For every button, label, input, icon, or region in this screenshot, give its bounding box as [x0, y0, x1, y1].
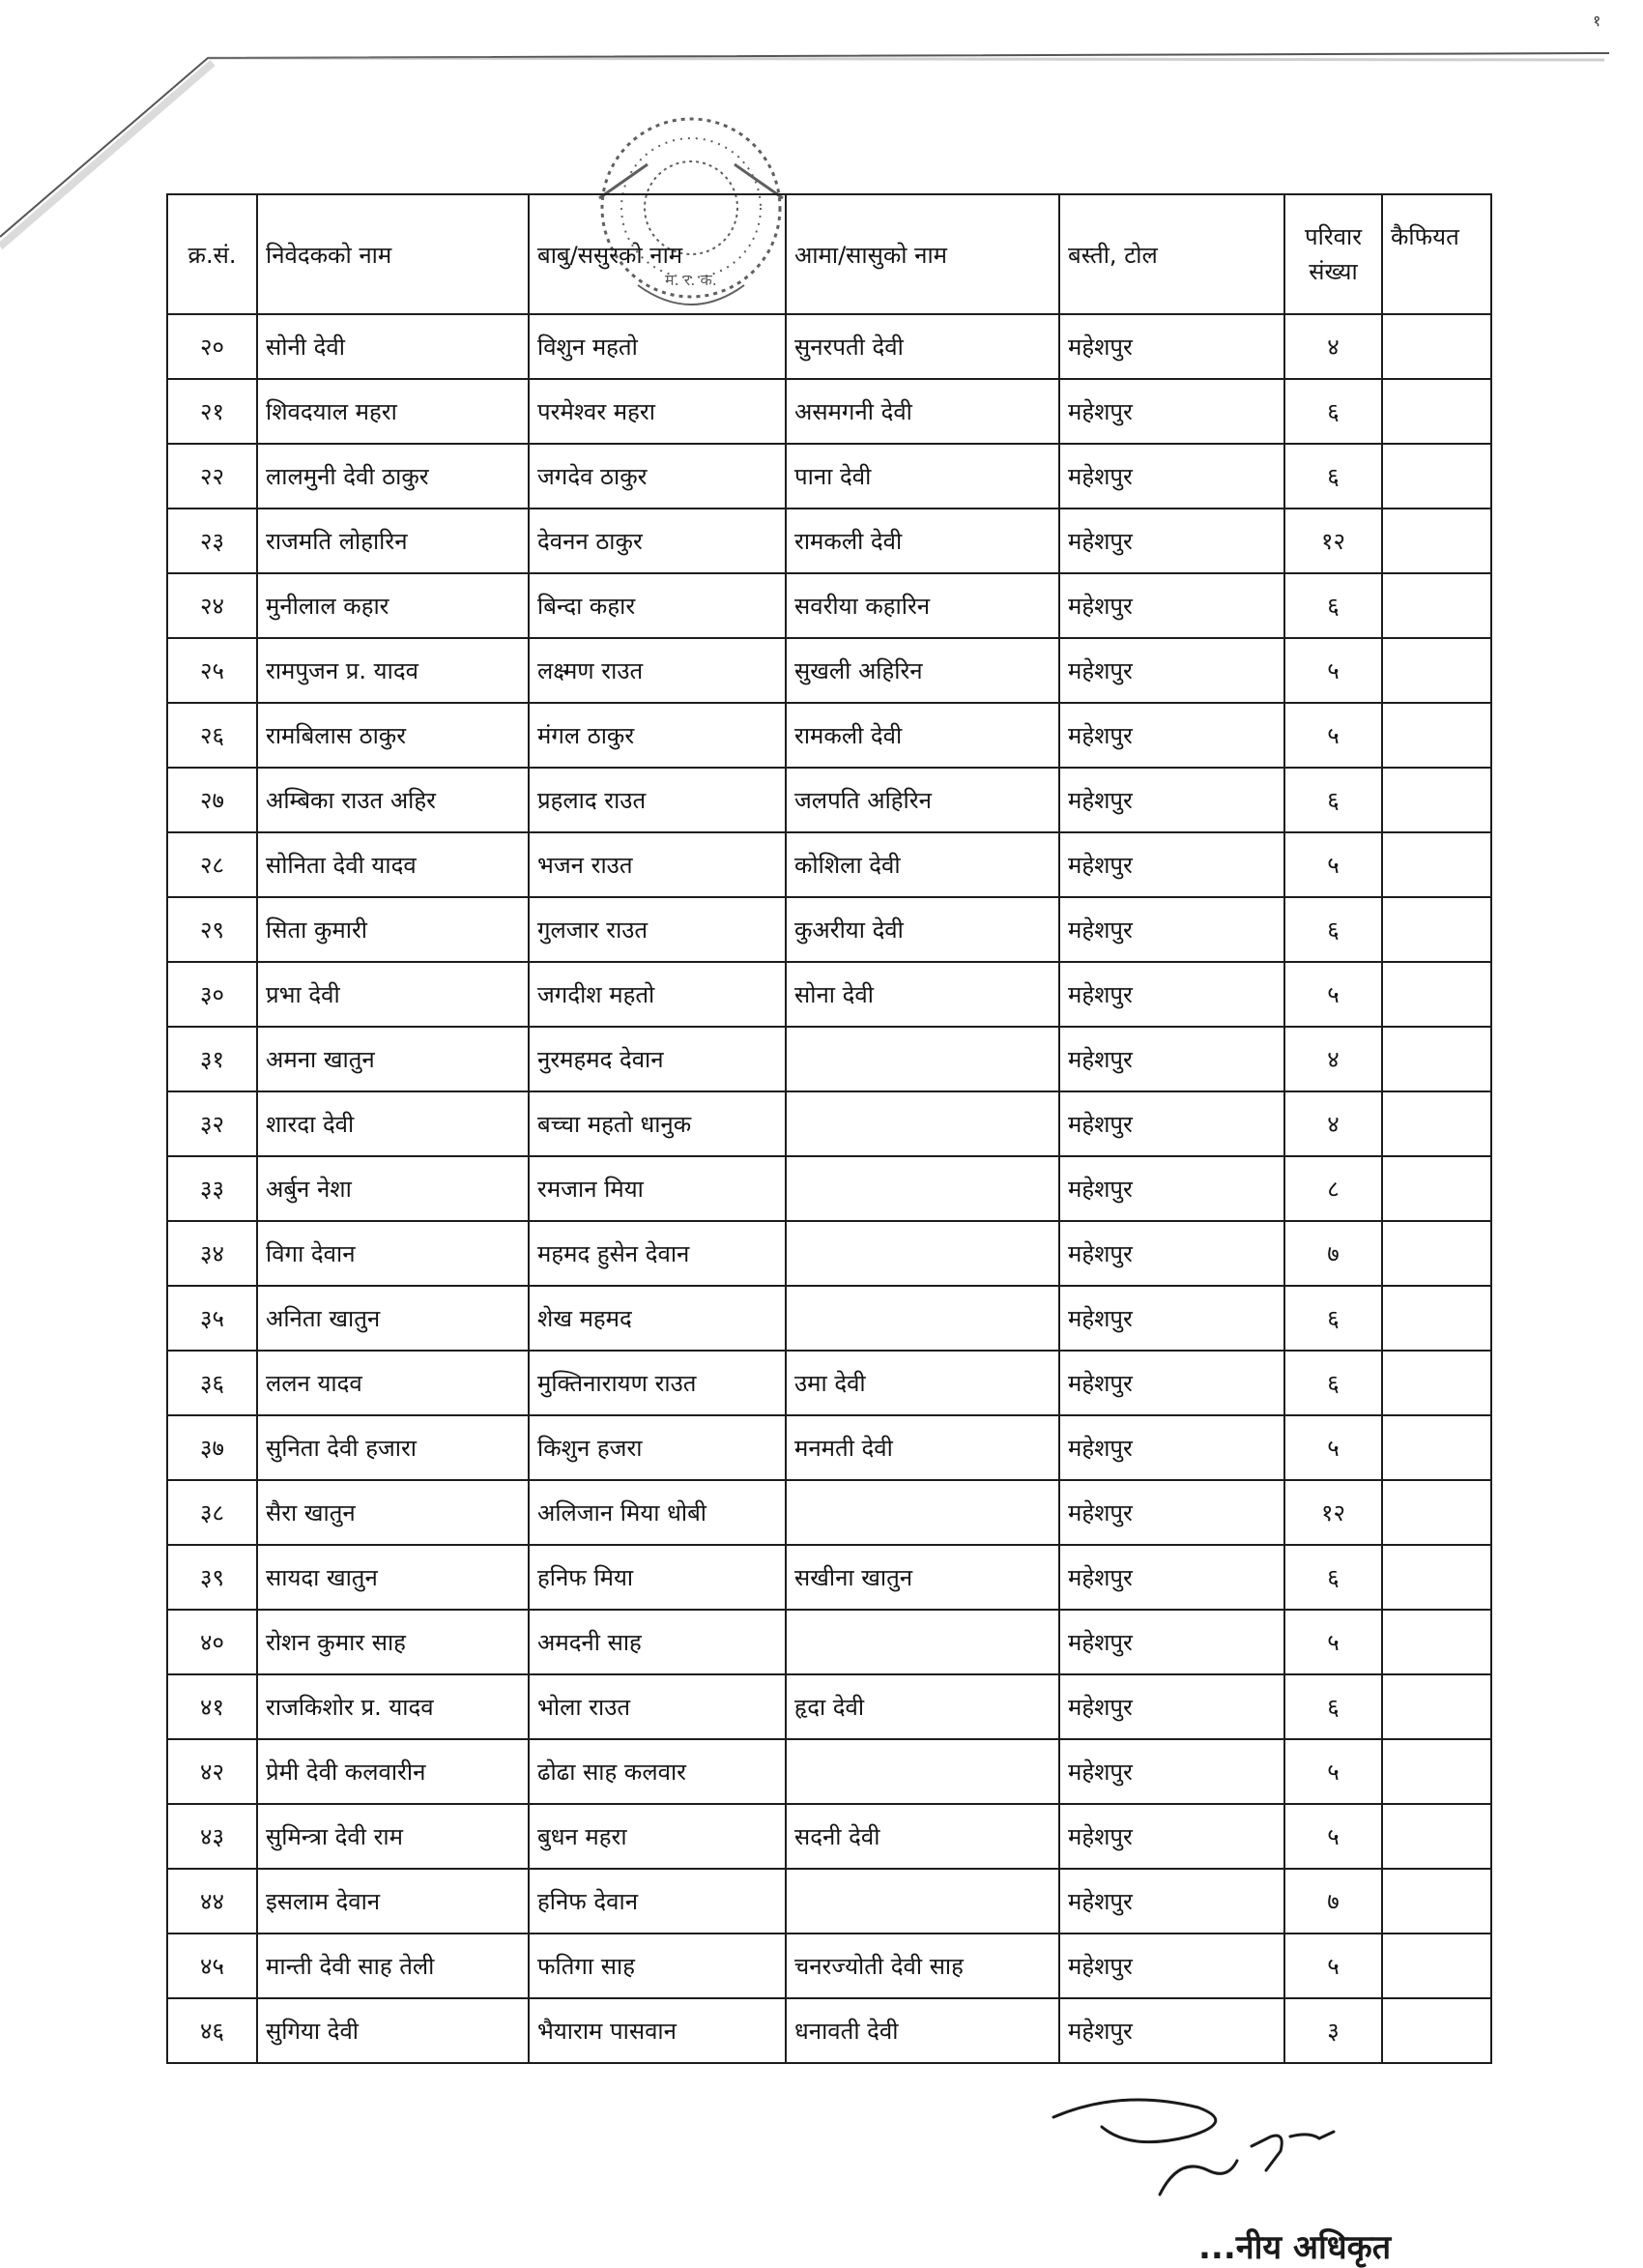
cell-father-name: बुधन महरा — [529, 1804, 786, 1869]
cell-serial-number: ४२ — [167, 1739, 257, 1804]
cell-mother-name: सदनी देवी — [786, 1804, 1059, 1869]
cell-mother-name — [786, 1027, 1059, 1091]
cell-family-count: ५ — [1284, 1804, 1382, 1869]
cell-settlement: महेशपुर — [1059, 444, 1284, 509]
table-row — [167, 1091, 1491, 1156]
table-row — [167, 1480, 1491, 1545]
cell-applicant-name: अम्बिका राउत अहिर — [257, 768, 529, 832]
cell-family-count: ६ — [1284, 444, 1382, 509]
cell-settlement: महेशपुर — [1059, 1351, 1284, 1415]
cell-remarks — [1382, 1739, 1491, 1804]
cell-family-count: ६ — [1284, 1674, 1382, 1739]
cell-settlement: महेशपुर — [1059, 1027, 1284, 1091]
page-corner-mark: १ — [1593, 12, 1601, 30]
cell-family-count: ६ — [1284, 379, 1382, 444]
cell-applicant-name: प्रेमी देवी कलवारीन — [257, 1739, 529, 1804]
cell-serial-number: ४४ — [167, 1869, 257, 1934]
cell-mother-name: चनरज्योती देवी साह — [786, 1934, 1059, 1998]
cell-settlement: महेशपुर — [1059, 638, 1284, 703]
cell-settlement: महेशपुर — [1059, 509, 1284, 573]
cell-mother-name: असमगनी देवी — [786, 379, 1059, 444]
cell-father-name: बिन्दा कहार — [529, 573, 786, 638]
cell-settlement: महेशपुर — [1059, 1998, 1284, 2063]
cell-family-count: ५ — [1284, 832, 1382, 897]
table-row — [167, 1739, 1491, 1804]
cell-settlement: महेशपुर — [1059, 1869, 1284, 1934]
cell-family-count: ५ — [1284, 1610, 1382, 1674]
cell-mother-name — [786, 1739, 1059, 1804]
cell-remarks — [1382, 1480, 1491, 1545]
cell-applicant-name: अर्बुन नेशा — [257, 1156, 529, 1221]
cell-serial-number: ३१ — [167, 1027, 257, 1091]
table-row — [167, 314, 1491, 379]
header-serial-number: क्र.सं. — [167, 194, 257, 314]
table-row — [167, 1934, 1491, 1998]
cell-father-name: किशुन हजरा — [529, 1415, 786, 1480]
header-family-count — [1284, 194, 1382, 314]
cell-family-count: ३ — [1284, 1998, 1382, 2063]
cell-settlement: महेशपुर — [1059, 1804, 1284, 1869]
cell-remarks — [1382, 1545, 1491, 1610]
cell-remarks — [1382, 509, 1491, 573]
header-remarks: कैफियत — [1382, 194, 1491, 314]
cell-remarks — [1382, 1998, 1491, 2063]
cell-settlement: महेशपुर — [1059, 573, 1284, 638]
cell-mother-name — [786, 1286, 1059, 1351]
cell-settlement: महेशपुर — [1059, 1286, 1284, 1351]
cell-father-name: विशुन महतो — [529, 314, 786, 379]
cell-mother-name: सोना देवी — [786, 962, 1059, 1027]
cell-applicant-name: शारदा देवी — [257, 1091, 529, 1156]
cell-serial-number: २४ — [167, 573, 257, 638]
cell-remarks — [1382, 1351, 1491, 1415]
cell-family-count: ७ — [1284, 1869, 1382, 1934]
cell-settlement: महेशपुर — [1059, 1610, 1284, 1674]
cell-family-count: ६ — [1284, 573, 1382, 638]
table-row — [167, 379, 1491, 444]
table-row — [167, 444, 1491, 509]
cell-serial-number: २२ — [167, 444, 257, 509]
cell-applicant-name: सोनिता देवी यादव — [257, 832, 529, 897]
cell-family-count: ६ — [1284, 1545, 1382, 1610]
cell-mother-name: धनावती देवी — [786, 1998, 1059, 2063]
table-row — [167, 1674, 1491, 1739]
cell-serial-number: ४३ — [167, 1804, 257, 1869]
cell-father-name: मंगल ठाकुर — [529, 703, 786, 768]
cell-father-name: अलिजान मिया धोबी — [529, 1480, 786, 1545]
cell-mother-name — [786, 1156, 1059, 1221]
cell-settlement: महेशपुर — [1059, 703, 1284, 768]
table-row — [167, 897, 1491, 962]
cell-settlement: महेशपुर — [1059, 1091, 1284, 1156]
cell-settlement: महेशपुर — [1059, 1480, 1284, 1545]
cell-mother-name: रामकली देवी — [786, 703, 1059, 768]
cell-mother-name: जलपति अहिरिन — [786, 768, 1059, 832]
cell-father-name: गुलजार राउत — [529, 897, 786, 962]
cell-father-name: शेख महमद — [529, 1286, 786, 1351]
cell-father-name: भैयाराम पासवान — [529, 1998, 786, 2063]
table-row — [167, 832, 1491, 897]
header-father-name: बाबु/ससुरको नाम — [529, 194, 786, 314]
cell-remarks — [1382, 897, 1491, 962]
cell-settlement: महेशपुर — [1059, 897, 1284, 962]
cell-settlement: महेशपुर — [1059, 1415, 1284, 1480]
cell-serial-number: ४१ — [167, 1674, 257, 1739]
cell-remarks — [1382, 1610, 1491, 1674]
header-row — [167, 194, 1491, 314]
cell-applicant-name: अमना खातुन — [257, 1027, 529, 1091]
cell-settlement: महेशपुर — [1059, 832, 1284, 897]
table-row — [167, 1869, 1491, 1934]
table-row — [167, 1610, 1491, 1674]
cell-remarks — [1382, 1156, 1491, 1221]
cell-mother-name — [786, 1091, 1059, 1156]
cell-serial-number: २५ — [167, 638, 257, 703]
cell-remarks — [1382, 1869, 1491, 1934]
cell-applicant-name: रोशन कुमार साह — [257, 1610, 529, 1674]
header-family-line1: परिवार — [1304, 223, 1363, 250]
cell-family-count: ५ — [1284, 962, 1382, 1027]
cell-mother-name — [786, 1610, 1059, 1674]
cell-remarks — [1382, 1091, 1491, 1156]
cell-applicant-name: विगा देवान — [257, 1221, 529, 1286]
cell-family-count: ४ — [1284, 314, 1382, 379]
cell-remarks — [1382, 638, 1491, 703]
cell-mother-name: हृदा देवी — [786, 1674, 1059, 1739]
cell-serial-number: २९ — [167, 897, 257, 962]
cell-applicant-name: शिवदयाल महरा — [257, 379, 529, 444]
header-applicant-name: निवेदकको नाम — [257, 194, 529, 314]
cell-father-name: भोला राउत — [529, 1674, 786, 1739]
table-row — [167, 1545, 1491, 1610]
cell-mother-name: उमा देवी — [786, 1351, 1059, 1415]
cell-father-name: फतिगा साह — [529, 1934, 786, 1998]
cell-settlement: महेशपुर — [1059, 1934, 1284, 1998]
cell-family-count: ५ — [1284, 1739, 1382, 1804]
cell-applicant-name: रामपुजन प्र. यादव — [257, 638, 529, 703]
cell-remarks — [1382, 1934, 1491, 1998]
cell-remarks — [1382, 1027, 1491, 1091]
cell-settlement: महेशपुर — [1059, 379, 1284, 444]
cell-applicant-name: राजमति लोहारिन — [257, 509, 529, 573]
cell-remarks — [1382, 962, 1491, 1027]
table-row — [167, 768, 1491, 832]
cell-father-name: भजन राउत — [529, 832, 786, 897]
table-body — [167, 314, 1491, 2063]
table-row — [167, 638, 1491, 703]
cell-remarks — [1382, 1286, 1491, 1351]
cell-serial-number: ४६ — [167, 1998, 257, 2063]
cell-applicant-name: इसलाम देवान — [257, 1869, 529, 1934]
cell-mother-name — [786, 1480, 1059, 1545]
cell-serial-number: ३३ — [167, 1156, 257, 1221]
cell-serial-number: ३६ — [167, 1351, 257, 1415]
cell-family-count: १२ — [1284, 509, 1382, 573]
cell-mother-name: रामकली देवी — [786, 509, 1059, 573]
cell-serial-number: ३५ — [167, 1286, 257, 1351]
table-row — [167, 1998, 1491, 2063]
cell-applicant-name: मान्ती देवी साह तेली — [257, 1934, 529, 1998]
cell-father-name: प्रहलाद राउत — [529, 768, 786, 832]
cell-father-name: अमदनी साह — [529, 1610, 786, 1674]
cell-father-name: परमेश्वर महरा — [529, 379, 786, 444]
header-mother-name: आमा/सासुको नाम — [786, 194, 1059, 314]
cell-serial-number: ३४ — [167, 1221, 257, 1286]
cell-serial-number: ३७ — [167, 1415, 257, 1480]
table-row — [167, 1351, 1491, 1415]
cell-remarks — [1382, 703, 1491, 768]
cell-remarks — [1382, 768, 1491, 832]
table-row — [167, 1415, 1491, 1480]
cell-applicant-name: सुमिन्त्रा देवी राम — [257, 1804, 529, 1869]
cell-father-name: ढोढा साह कलवार — [529, 1739, 786, 1804]
beneficiary-table — [166, 193, 1492, 2064]
cell-remarks — [1382, 1804, 1491, 1869]
table-row — [167, 1027, 1491, 1091]
cell-mother-name: पाना देवी — [786, 444, 1059, 509]
cell-mother-name — [786, 1869, 1059, 1934]
cell-serial-number: २६ — [167, 703, 257, 768]
cell-applicant-name: सुगिया देवी — [257, 1998, 529, 2063]
cell-remarks — [1382, 573, 1491, 638]
cell-serial-number: २८ — [167, 832, 257, 897]
cell-settlement: महेशपुर — [1059, 962, 1284, 1027]
cell-family-count: ५ — [1284, 1415, 1382, 1480]
cell-family-count: ८ — [1284, 1156, 1382, 1221]
cell-settlement: महेशपुर — [1059, 1739, 1284, 1804]
cell-family-count: ६ — [1284, 1286, 1382, 1351]
cell-family-count: ५ — [1284, 703, 1382, 768]
cell-settlement: महेशपुर — [1059, 314, 1284, 379]
cell-mother-name: सुनरपती देवी — [786, 314, 1059, 379]
table-row — [167, 1221, 1491, 1286]
cell-applicant-name: राजकिशोर प्र. यादव — [257, 1674, 529, 1739]
cell-serial-number: २१ — [167, 379, 257, 444]
cell-remarks — [1382, 1415, 1491, 1480]
cell-remarks — [1382, 1674, 1491, 1739]
cell-father-name: बच्चा महतो धानुक — [529, 1091, 786, 1156]
cell-family-count: ४ — [1284, 1091, 1382, 1156]
cell-mother-name — [786, 1221, 1059, 1286]
cell-remarks — [1382, 444, 1491, 509]
table-row — [167, 1804, 1491, 1869]
cell-father-name: लक्ष्मण राउत — [529, 638, 786, 703]
cell-applicant-name: सुनिता देवी हजारा — [257, 1415, 529, 1480]
stamp-caption: म. र. क. — [665, 271, 717, 289]
cell-settlement: महेशपुर — [1059, 1156, 1284, 1221]
cell-father-name: हनिफ मिया — [529, 1545, 786, 1610]
cell-applicant-name: मुनीलाल कहार — [257, 573, 529, 638]
cell-remarks — [1382, 1221, 1491, 1286]
cell-remarks — [1382, 379, 1491, 444]
cell-serial-number: ४० — [167, 1610, 257, 1674]
cell-serial-number: ४५ — [167, 1934, 257, 1998]
cell-father-name: महमद हुसेन देवान — [529, 1221, 786, 1286]
cell-mother-name: मनमती देवी — [786, 1415, 1059, 1480]
cell-applicant-name: रामबिलास ठाकुर — [257, 703, 529, 768]
cell-applicant-name: सायदा खातुन — [257, 1545, 529, 1610]
cell-father-name: जगदीश महतो — [529, 962, 786, 1027]
cell-family-count: ५ — [1284, 1934, 1382, 1998]
table-row — [167, 1286, 1491, 1351]
cell-serial-number: ३९ — [167, 1545, 257, 1610]
cell-applicant-name: लालमुनी देवी ठाकुर — [257, 444, 529, 509]
cell-father-name: हनिफ देवान — [529, 1869, 786, 1934]
cell-father-name: जगदेव ठाकुर — [529, 444, 786, 509]
cell-remarks — [1382, 832, 1491, 897]
table-row — [167, 509, 1491, 573]
cell-father-name: देवनन ठाकुर — [529, 509, 786, 573]
cell-mother-name: कोशिला देवी — [786, 832, 1059, 897]
cell-family-count: १२ — [1284, 1480, 1382, 1545]
cell-applicant-name: सिता कुमारी — [257, 897, 529, 962]
cell-mother-name: कुअरीया देवी — [786, 897, 1059, 962]
cell-applicant-name: प्रभा देवी — [257, 962, 529, 1027]
cell-serial-number: ३८ — [167, 1480, 257, 1545]
header-family-line2: संख्या — [1309, 258, 1358, 285]
cell-settlement: महेशपुर — [1059, 768, 1284, 832]
handwritten-signature — [1044, 2079, 1411, 2204]
cell-serial-number: ३० — [167, 962, 257, 1027]
header-settlement: बस्ती, टोल — [1059, 194, 1284, 314]
cell-remarks — [1382, 314, 1491, 379]
cell-applicant-name: सोनी देवी — [257, 314, 529, 379]
table-row — [167, 573, 1491, 638]
cell-mother-name: सुखली अहिरिन — [786, 638, 1059, 703]
cell-father-name: मुक्तिनारायण राउत — [529, 1351, 786, 1415]
table-row — [167, 703, 1491, 768]
cell-father-name: रमजान मिया — [529, 1156, 786, 1221]
cell-serial-number: २० — [167, 314, 257, 379]
table-row — [167, 1156, 1491, 1221]
cell-family-count: ६ — [1284, 768, 1382, 832]
cell-applicant-name: अनिता खातुन — [257, 1286, 529, 1351]
table-header — [167, 194, 1491, 314]
table-row — [167, 962, 1491, 1027]
cell-family-count: ६ — [1284, 1351, 1382, 1415]
cell-family-count: ५ — [1284, 638, 1382, 703]
cell-settlement: महेशपुर — [1059, 1674, 1284, 1739]
cell-applicant-name: ललन यादव — [257, 1351, 529, 1415]
cell-settlement: महेशपुर — [1059, 1545, 1284, 1610]
cell-serial-number: ३२ — [167, 1091, 257, 1156]
cell-mother-name: सखीना खातुन — [786, 1545, 1059, 1610]
cell-father-name: नुरमहमद देवान — [529, 1027, 786, 1091]
cell-applicant-name: सैरा खातुन — [257, 1480, 529, 1545]
cell-serial-number: २३ — [167, 509, 257, 573]
cell-family-count: ६ — [1284, 897, 1382, 962]
cell-family-count: ७ — [1284, 1221, 1382, 1286]
cell-mother-name: सवरीया कहारिन — [786, 573, 1059, 638]
footer-officer-text: ...नीय अधिकृत — [1198, 2228, 1392, 2267]
cell-family-count: ४ — [1284, 1027, 1382, 1091]
cell-settlement: महेशपुर — [1059, 1221, 1284, 1286]
cell-serial-number: २७ — [167, 768, 257, 832]
